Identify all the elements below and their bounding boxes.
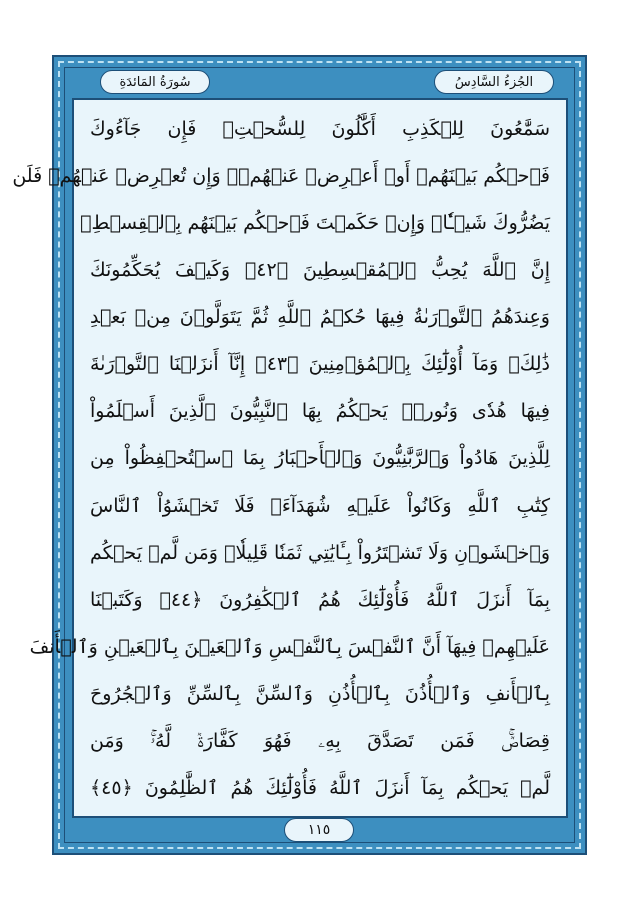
verse-lines <box>12 106 550 812</box>
verse-line: بِمَآ أَنزَلَ ٱللَّهُ فَأُوْلَٰٓئِكَ هُمُ ٱلۡكَٰفِرُونَ ﴿٤٤﴾ وَكَتَبۡنَا <box>90 588 550 611</box>
verse-line: بِٱلۡأَنفِ وَٱلۡأُذُنَ بِٱلۡأُذُنِ وَٱلسِّنَّ بِٱلسِّنِّ وَٱلۡجُرُوحَ <box>90 682 550 705</box>
surah-label: سُورَةُ المَائدَةِ <box>100 70 210 94</box>
verse-line: سَمَّٰعُونَ لِلۡكَذِبِ أَكَّٰلُونَ لِلسُّحۡتِۚ فَإِن جَآءُوكَ <box>90 118 550 140</box>
verse-line: فِيهَا هُدٗى وَنُورٞۚ يَحۡكُمُ بِهَا ٱلنَّبِيُّونَ ٱلَّذِينَ أَسۡلَمُواْ <box>90 400 550 423</box>
verse-line: لَّمۡ يَحۡكُم بِمَآ أَنزَلَ ٱللَّهُ فَأُوْلَٰٓئِكَ هُمُ ٱلظَّٰلِمُونَ ﴿٤٥﴾ <box>90 776 550 799</box>
verse-line: قِصَاصٞۚ فَمَن تَصَدَّقَ بِهِۦ فَهُوَ كَفَّارَةٞ لَّهُۥۚ وَمَن <box>90 729 550 752</box>
verse-line: لِلَّذِينَ هَادُواْ وَٱلرَّبَّٰنِيُّونَ وَٱلۡأَحۡبَارُ بِمَا ٱسۡتُحۡفِظُواْ مِن <box>90 447 550 470</box>
verse-line: وَٱخۡشَوۡنِ وَلَا تَشۡتَرُواْ بِـَٔايَٰتِي ثَمَنٗا قَلِيلٗاۚ وَمَن لَّمۡ يَحۡكُم <box>90 541 550 564</box>
juz-label: الجُزءُ السَّادِسُ <box>434 70 554 94</box>
verse-line: فَٱحۡكُم بَيۡنَهُمۡ أَوۡ أَعۡرِضۡ عَنۡهُمۡۖ وَإِن تُعۡرِضۡ عَنۡهُمۡ فَلَن <box>12 165 550 188</box>
verse-line: يَضُرُّوكَ شَيۡـٔٗاۖ وَإِنۡ حَكَمۡتَ فَٱحۡكُم بَيۡنَهُم بِٱلۡقِسۡطِۚ <box>80 212 550 235</box>
verse-line: وَعِندَهُمُ ٱلتَّوۡرَىٰةُ فِيهَا حُكۡمُ ٱللَّهِ ثُمَّ يَتَوَلَّوۡنَ مِنۢ بَعۡدِ <box>90 306 550 329</box>
verse-line: ذَٰلِكَۚ وَمَآ أُوْلَٰٓئِكَ بِٱلۡمُؤۡمِنِينَ ﴿٤٣﴾ إِنَّآ أَنزَلۡنَا ٱلتَّوۡرَىٰةَ <box>90 353 550 376</box>
verse-line: كِتَٰبِ ٱللَّهِ وَكَانُواْ عَلَيۡهِ شُهَدَآءَۚ فَلَا تَخۡشَوُاْ ٱلنَّاسَ <box>90 494 550 517</box>
page-number: ١١٥ <box>284 818 354 842</box>
verse-line: عَلَيۡهِمۡ فِيهَآ أَنَّ ٱلنَّفۡسَ بِٱلنَّفۡسِ وَٱلۡعَيۡنَ بِٱلۡعَيۡنِ وَٱلۡأَنفَ <box>29 635 550 658</box>
verse-line: إِنَّ ٱللَّهَ يُحِبُّ ٱلۡمُقۡسِطِينَ ﴿٤٢﴾ وَكَيۡفَ يُحَكِّمُونَكَ <box>90 259 550 282</box>
